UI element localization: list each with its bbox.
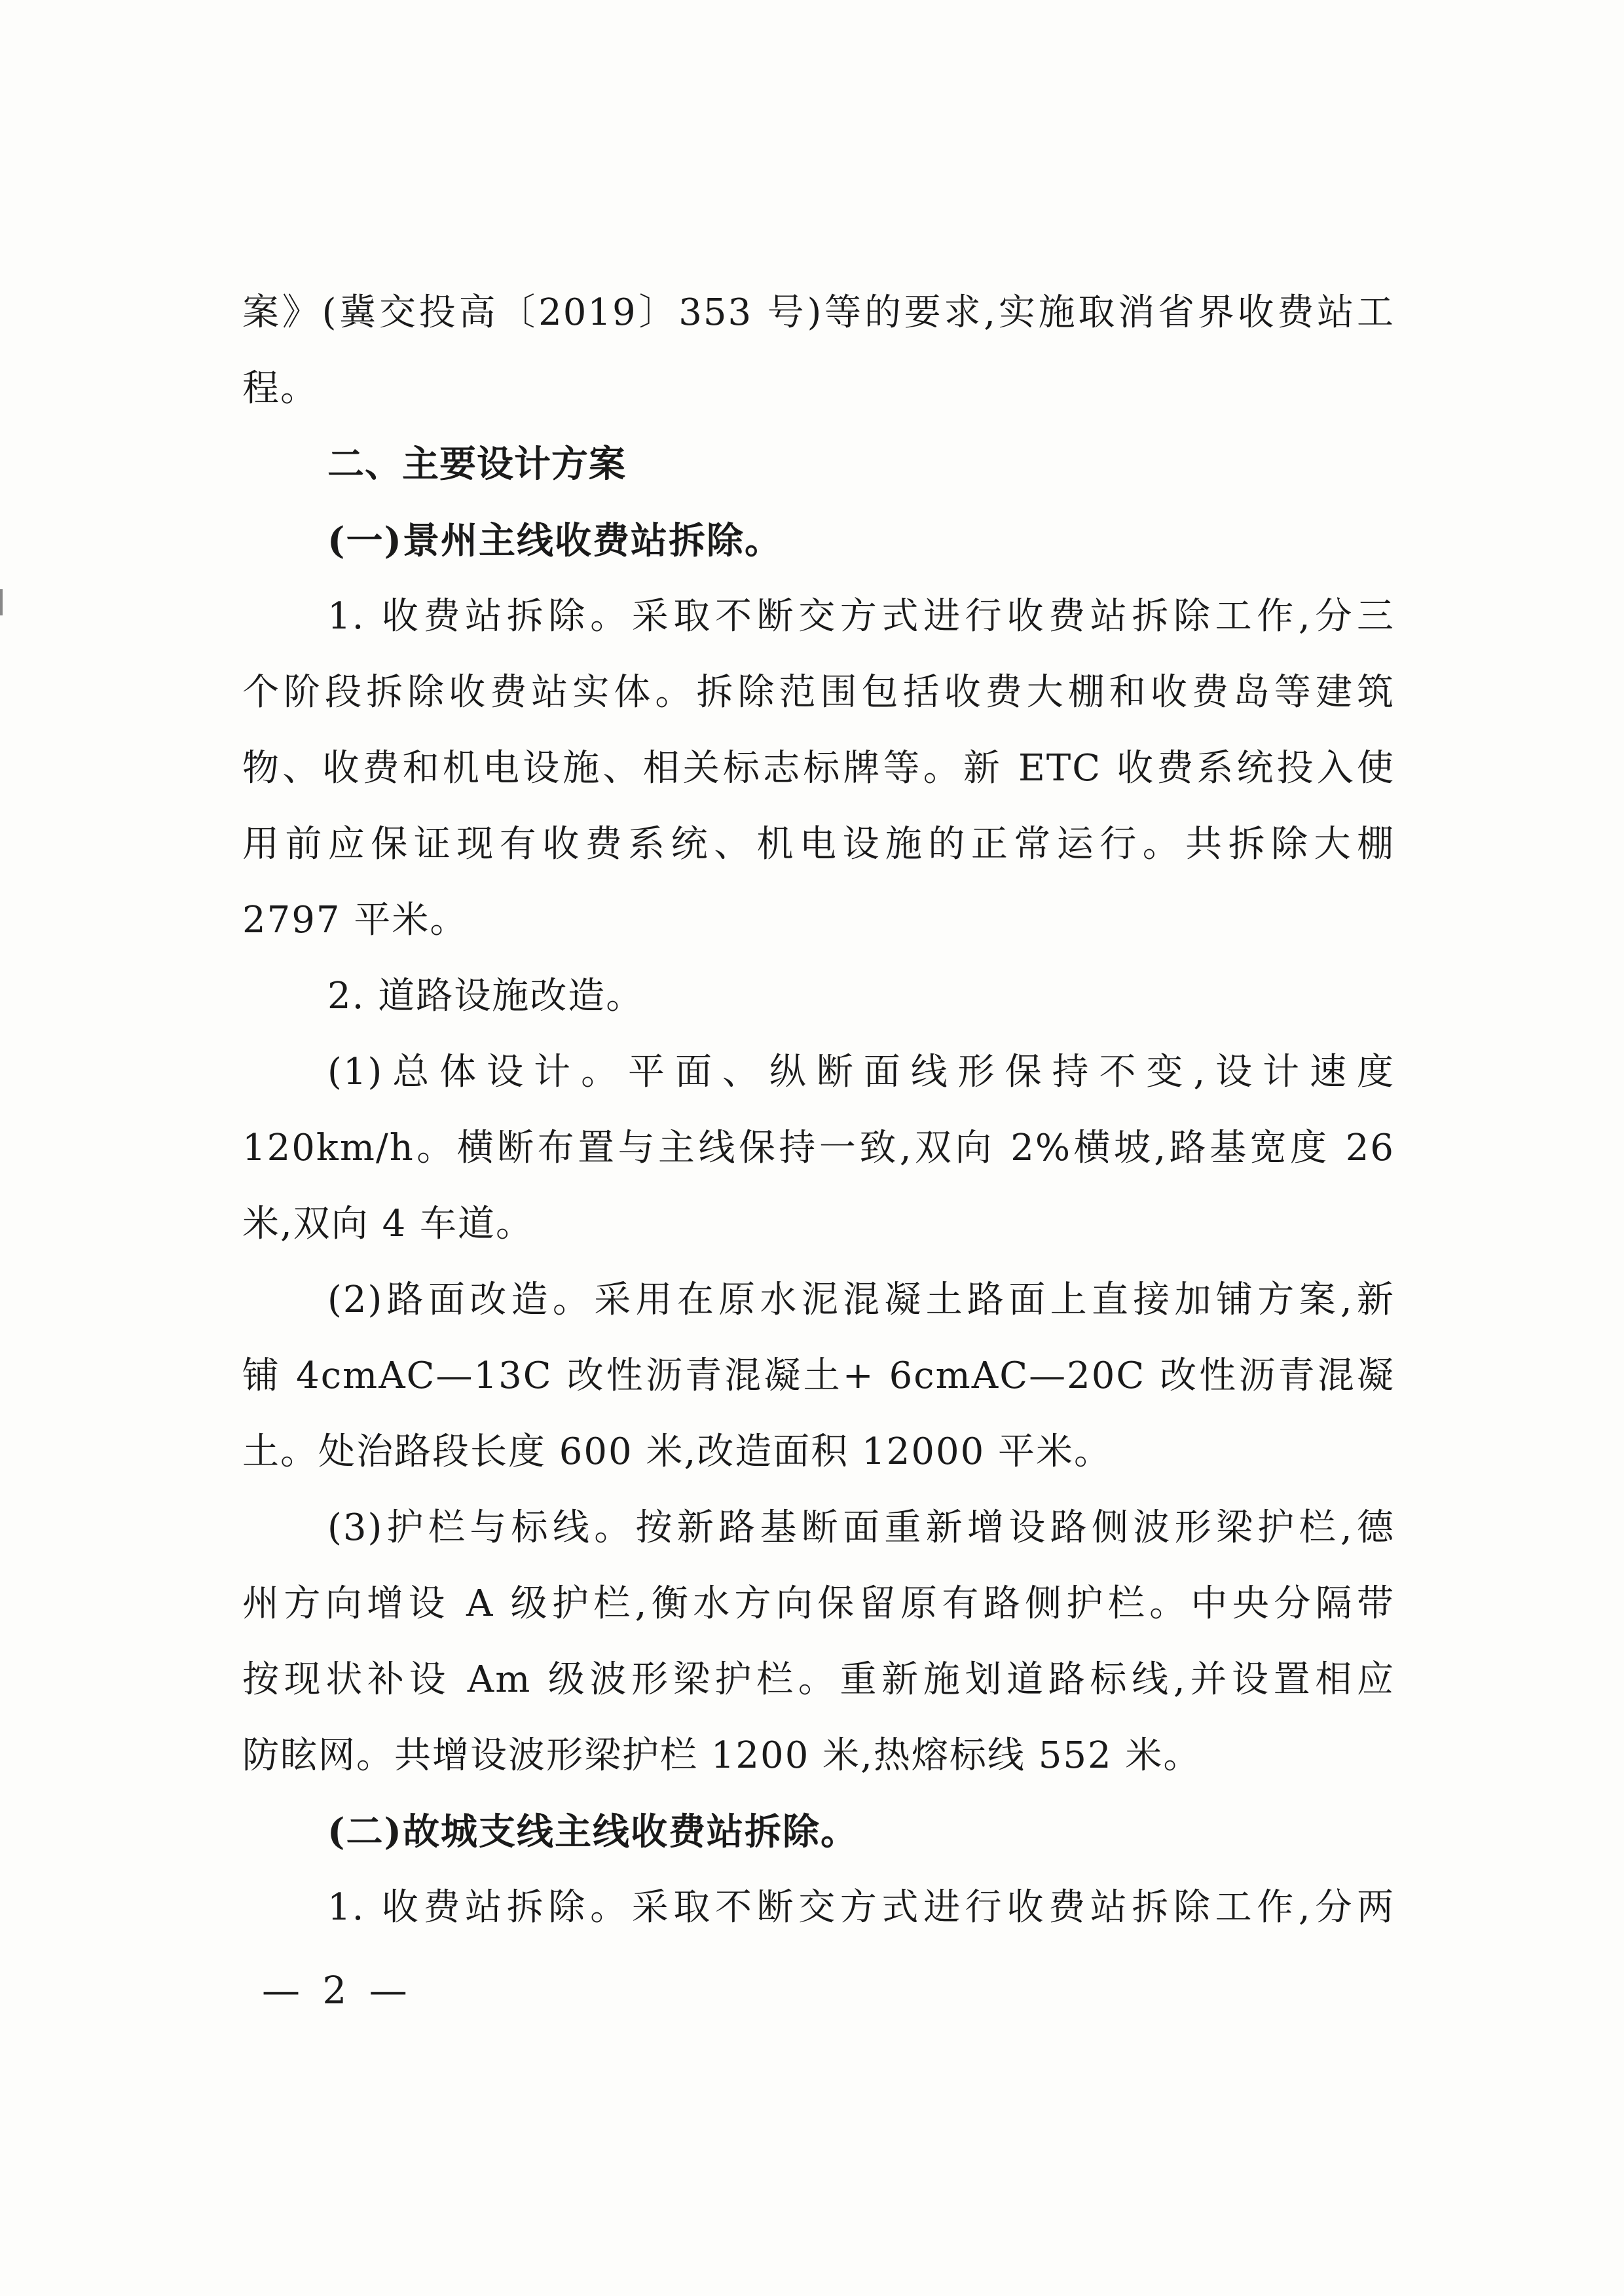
page-number: — 2 — [262, 1968, 413, 2013]
paragraph-line: 铺 4cmAC—13C 改性沥青混凝土+ 6cmAC—20C 改性沥青混凝 [242, 1355, 1395, 1397]
scan-edge-mark [0, 589, 3, 615]
paragraph-line: 2797 平米。 [242, 899, 468, 941]
section-heading: 二、主要设计方案 [327, 443, 626, 486]
subsection-heading: (一)景州主线收费站拆除。 [327, 519, 783, 562]
paragraph-line: 用前应保证现有收费系统、机电设施的正常运行。共拆除大棚 [242, 823, 1395, 866]
paragraph-line: 120km/h。横断布置与主线保持一致,双向 2%横坡,路基宽度 26 [242, 1127, 1395, 1169]
paragraph-line: 米,双向 4 车道。 [242, 1203, 534, 1245]
paragraph-line: 1. 收费站拆除。采取不断交方式进行收费站拆除工作,分两 [327, 1886, 1395, 1929]
paragraph-line: 按现状补设 Am 级波形梁护栏。重新施划道路标线,并设置相应 [242, 1658, 1395, 1701]
paragraph-line: 案》(冀交投高〔2019〕353 号)等的要求,实施取消省界收费站工 [242, 291, 1395, 334]
paragraph-line: 2. 道路设施改造。 [327, 975, 644, 1017]
paragraph-line: (2)路面改造。采用在原水泥混凝土路面上直接加铺方案,新 [327, 1279, 1395, 1321]
paragraph-line: 州方向增设 A 级护栏,衡水方向保留原有路侧护栏。中央分隔带 [242, 1582, 1395, 1625]
paragraph-line: 程。 [242, 367, 318, 410]
paragraph-line: (1)总体设计。平面、纵断面线形保持不变,设计速度 [327, 1051, 1395, 1093]
paragraph-line: 防眩网。共增设波形梁护栏 1200 米,热熔标线 552 米。 [242, 1734, 1202, 1777]
paragraph-line: (3)护栏与标线。按新路基断面重新增设路侧波形梁护栏,德 [327, 1506, 1395, 1549]
document-body [242, 275, 1395, 1946]
paragraph-line: 物、收费和机电设施、相关标志标牌等。新 ETC 收费系统投入使 [242, 747, 1395, 790]
paragraph-line: 1. 收费站拆除。采取不断交方式进行收费站拆除工作,分三 [327, 595, 1395, 638]
paragraph-line: 土。处治路段长度 600 米,改造面积 12000 平米。 [242, 1430, 1113, 1473]
subsection-heading: (二)故城支线主线收费站拆除。 [327, 1810, 858, 1853]
paragraph-line: 个阶段拆除收费站实体。拆除范围包括收费大棚和收费岛等建筑 [242, 671, 1395, 714]
